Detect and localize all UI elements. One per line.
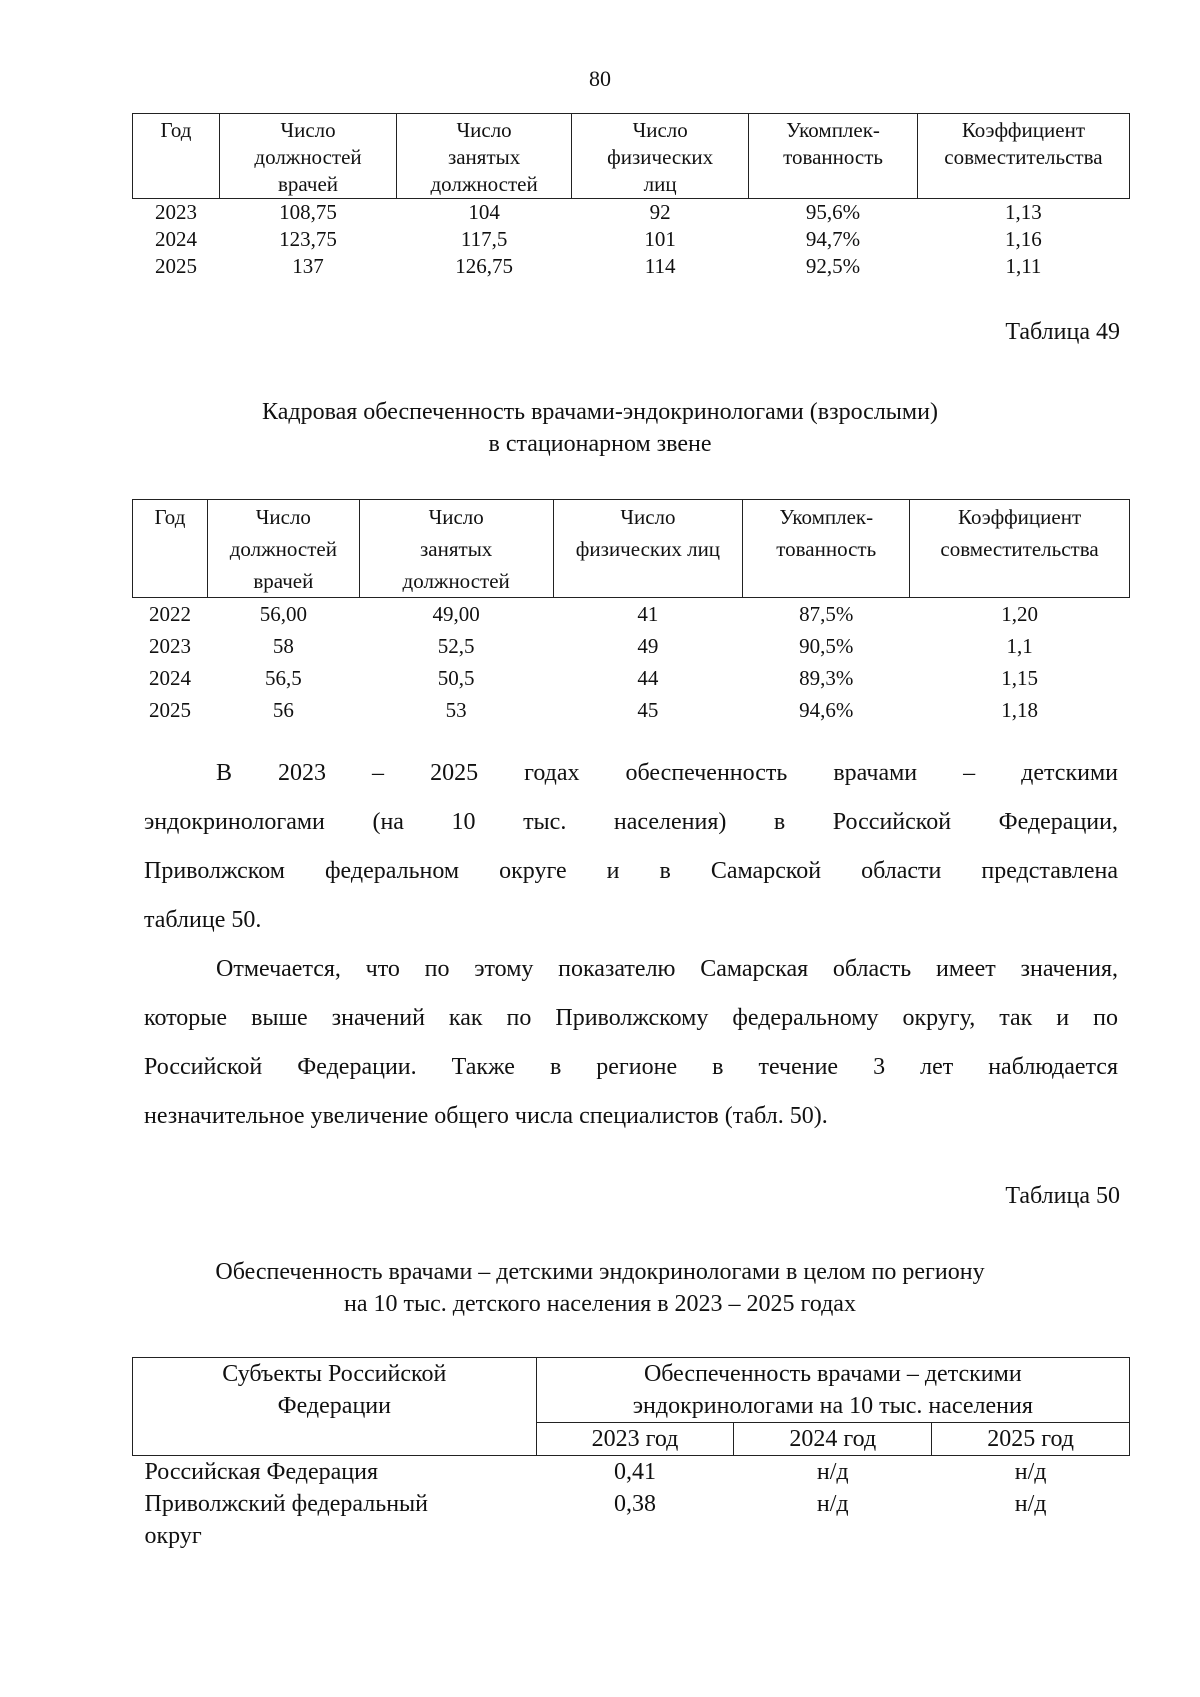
- header-occupied: Число занятых должностей: [359, 500, 553, 598]
- cell-individuals: 45: [637, 698, 659, 722]
- table-49-title-line1: Кадровая обеспеченность врачами-эндокринологами (взрослыми): [262, 399, 938, 425]
- table-row: [133, 1456, 1130, 1489]
- table-49-title-line2: в стационарном звене: [488, 431, 712, 457]
- cell-year: 2025: [148, 698, 191, 722]
- cell-positions: 137: [292, 254, 324, 278]
- cell-occupied: 49,00: [432, 602, 480, 626]
- header-year-2024: 2024 год: [734, 1423, 932, 1456]
- table-50-caption: Таблица 50: [1005, 1183, 1120, 1209]
- cell-year: 2025: [154, 254, 197, 278]
- table-row: [133, 598, 1130, 631]
- paragraph-line: эндокринологами (на 10 тыс. населения) в Российской Федерации,: [144, 809, 1118, 835]
- header-staffing-rate: Укомплек- тованность: [743, 500, 910, 598]
- cell-individuals: 49: [637, 634, 659, 658]
- cell-year: 2023: [154, 200, 197, 224]
- header-year-2025: 2025 год: [932, 1423, 1130, 1456]
- body-paragraph-2: [144, 945, 1118, 1141]
- cell-occupied: 53: [445, 698, 467, 722]
- cell-individuals: 44: [637, 666, 659, 690]
- cell-positions: 108,75: [279, 200, 337, 224]
- cell-positions: 56: [272, 698, 294, 722]
- table-row: [133, 199, 1130, 227]
- table-row: [133, 630, 1130, 662]
- cell-individuals: 114: [644, 254, 676, 278]
- paragraph-line: которые выше значений как по Приволжскому федеральному округу, так и по: [144, 1005, 1118, 1031]
- cell-occupied: 104: [468, 200, 500, 224]
- table-header-row: [133, 1358, 1130, 1423]
- table-49: [132, 499, 1130, 726]
- cell-individuals: 101: [644, 227, 676, 251]
- paragraph-line: Российской Федерации. Также в регионе в течение 3 лет наблюдается: [144, 1054, 1118, 1080]
- cell-year: 2024: [154, 227, 197, 251]
- header-positions: Число должностей врачей: [207, 500, 359, 598]
- header-individuals: Число физических лиц: [572, 114, 749, 199]
- cell-occupied: 117,5: [460, 227, 508, 251]
- paragraph-line: В 2023 – 2025 годах обеспеченность врачами – детскими: [216, 760, 1118, 786]
- cell-positions: 56,00: [259, 602, 307, 626]
- cell-subject: Приволжский федеральный округ: [144, 1491, 428, 1549]
- table-49-caption: Таблица 49: [1005, 319, 1120, 345]
- cell-year: 2023: [148, 634, 191, 658]
- table-row: [133, 662, 1130, 694]
- cell-positions: 123,75: [279, 227, 337, 251]
- cell-year: 2022: [148, 602, 191, 626]
- cell-occupied: 50,5: [437, 666, 475, 690]
- body-paragraph-1: [144, 749, 1118, 945]
- table-header-row: [133, 114, 1130, 199]
- cell-value-2024: н/д: [816, 1459, 849, 1485]
- table-50: [132, 1357, 1130, 1552]
- cell-staffing-rate: 90,5%: [799, 634, 854, 658]
- paragraph-line: таблице 50.: [144, 907, 262, 933]
- cell-coefficient: 1,11: [1005, 254, 1042, 278]
- header-subjects: Субъекты Российской Федерации: [133, 1358, 537, 1456]
- cell-coefficient: 1,16: [1005, 227, 1042, 251]
- header-staffing-rate: Укомплек- тованность: [749, 114, 918, 199]
- cell-occupied: 52,5: [437, 634, 475, 658]
- cell-staffing-rate: 89,3%: [799, 666, 854, 690]
- cell-value-2025: н/д: [1014, 1491, 1047, 1517]
- cell-staffing-rate: 94,7%: [805, 227, 861, 251]
- table-row: [133, 253, 1130, 280]
- table-header-row: [133, 500, 1130, 598]
- cell-subject: Российская Федерация: [144, 1459, 379, 1485]
- header-year-2023: 2023 год: [536, 1423, 734, 1456]
- table-50-title-line1: Обеспеченность врачами – детскими эндокринологами в целом по региону: [215, 1259, 985, 1285]
- header-year: Год: [133, 500, 208, 598]
- header-occupied: Число занятых должностей: [397, 114, 572, 199]
- paragraph-line: незначительное увеличение общего числа специалистов (табл. 50).: [144, 1103, 828, 1129]
- cell-coefficient: 1,15: [1001, 666, 1038, 690]
- paragraph-line: Отмечается, что по этому показателю Самарская область имеет значения,: [216, 956, 1118, 982]
- paragraph-line: Приволжском федеральном округе и в Самарской области представлена: [144, 858, 1118, 884]
- header-individuals: Число физических лиц: [553, 500, 743, 598]
- cell-value-2024: н/д: [816, 1491, 849, 1517]
- table-50-title-line2: на 10 тыс. детского населения в 2023 – 2025 годах: [344, 1291, 856, 1317]
- cell-occupied: 126,75: [455, 254, 513, 278]
- table-row: [133, 694, 1130, 726]
- cell-positions: 58: [272, 634, 294, 658]
- staffing-table-continuation: [132, 113, 1130, 280]
- cell-coefficient: 1,13: [1005, 200, 1042, 224]
- cell-individuals: 92: [649, 200, 671, 224]
- cell-coefficient: 1,18: [1001, 698, 1038, 722]
- cell-value-2025: н/д: [1014, 1459, 1047, 1485]
- cell-value-2023: 0,41: [614, 1459, 656, 1485]
- header-coefficient: Коэффициент совместительства: [917, 114, 1129, 199]
- header-year: Год: [133, 114, 220, 199]
- cell-staffing-rate: 87,5%: [799, 602, 854, 626]
- cell-value-2023: 0,38: [614, 1491, 656, 1517]
- cell-coefficient: 1,20: [1001, 602, 1038, 626]
- cell-staffing-rate: 94,6%: [799, 698, 854, 722]
- header-coefficient: Коэффициент совместительства: [910, 500, 1130, 598]
- cell-staffing-rate: 95,6%: [805, 200, 861, 224]
- cell-positions: 56,5: [264, 666, 302, 690]
- cell-staffing-rate: 92,5%: [805, 254, 861, 278]
- cell-individuals: 41: [637, 602, 659, 626]
- header-provision-group: Обеспеченность врачами – детскими эндокринологами на 10 тыс. населения: [536, 1358, 1129, 1423]
- cell-year: 2024: [148, 666, 191, 690]
- table-row: [133, 1488, 1130, 1552]
- page-number: 80: [589, 66, 611, 91]
- header-positions: Число должностей врачей: [219, 114, 396, 199]
- table-row: [133, 226, 1130, 253]
- cell-coefficient: 1,1: [1006, 634, 1033, 658]
